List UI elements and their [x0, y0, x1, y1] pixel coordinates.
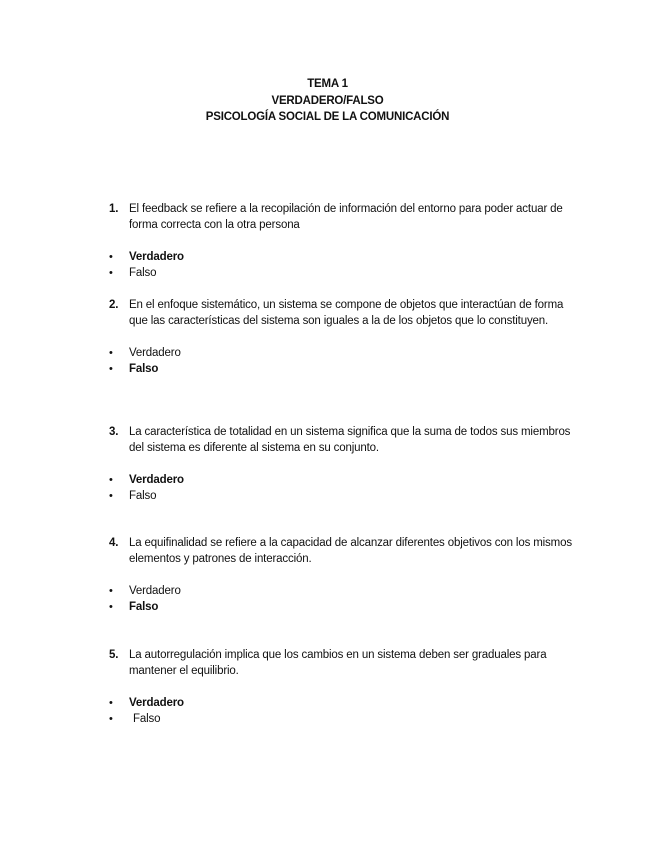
option-label: Verdadero — [129, 347, 181, 359]
option-verdadero — [109, 695, 579, 711]
question-text: La equifinalidad se refiere a la capacidad de alcanzar diferentes objetivos con los mismos elementos y patrones de interacción. — [129, 537, 572, 565]
option-label: Verdadero — [129, 251, 184, 263]
bullet-icon: • — [109, 267, 113, 279]
bullet-icon: • — [109, 251, 113, 263]
question-number: 2. — [109, 299, 119, 311]
option-verdadero — [109, 472, 579, 488]
header-type: VERDADERO/FALSO — [271, 94, 384, 107]
option-falso — [109, 711, 579, 727]
option-falso — [109, 599, 579, 615]
option-verdadero — [109, 345, 579, 361]
bullet-icon: • — [109, 585, 113, 597]
option-list — [109, 695, 579, 727]
question-number: 4. — [109, 537, 119, 549]
header-subject: PSICOLOGÍA SOCIAL DE LA COMUNICACIÓN — [205, 111, 450, 123]
bullet-icon: • — [109, 490, 113, 502]
question-text: En el enfoque sistemático, un sistema se compone de objetos que interactúan de forma que las características del sistema son iguales a la de los objetos que lo constituyen. — [129, 299, 564, 327]
option-label: Verdadero — [129, 697, 184, 709]
question-text: La autorregulación implica que los cambios en un sistema deben ser graduales para mantener el equilibrio. — [129, 649, 547, 677]
option-list — [109, 583, 579, 615]
question-3 — [109, 424, 579, 504]
option-falso — [109, 488, 579, 504]
option-verdadero — [109, 583, 579, 599]
bullet-icon: • — [109, 697, 113, 709]
question-text: El feedback se refiere a la recopilación de información del entorno para poder actuar de forma correcta con la otra persona — [129, 203, 563, 231]
option-list — [109, 249, 579, 281]
option-list — [109, 345, 579, 377]
option-label: Falso — [129, 363, 159, 375]
option-label: Falso — [133, 713, 161, 725]
bullet-icon: • — [109, 601, 113, 613]
option-verdadero — [109, 249, 579, 265]
option-label: Verdadero — [129, 474, 184, 486]
bullet-icon: • — [109, 347, 113, 359]
question-number: 3. — [109, 426, 119, 438]
bullet-icon: • — [109, 713, 113, 725]
option-label: Falso — [129, 267, 157, 279]
question-number: 1. — [109, 203, 119, 215]
option-falso — [109, 265, 579, 281]
option-label: Falso — [129, 490, 157, 502]
document-header — [0, 76, 655, 126]
header-topic: TEMA 1 — [307, 78, 348, 90]
question-2 — [109, 297, 579, 377]
option-list — [109, 472, 579, 504]
question-4 — [109, 535, 579, 615]
question-1 — [109, 201, 579, 281]
option-label: Falso — [129, 601, 159, 613]
bullet-icon: • — [109, 474, 113, 486]
question-text: La característica de totalidad en un sistema significa que la suma de todos sus miembros del sistema es diferente al sistema en su conjunto. — [129, 426, 571, 454]
bullet-icon: • — [109, 363, 113, 375]
question-5 — [109, 647, 579, 727]
option-falso — [109, 361, 579, 377]
option-label: Verdadero — [129, 585, 181, 597]
question-number: 5. — [109, 649, 119, 661]
